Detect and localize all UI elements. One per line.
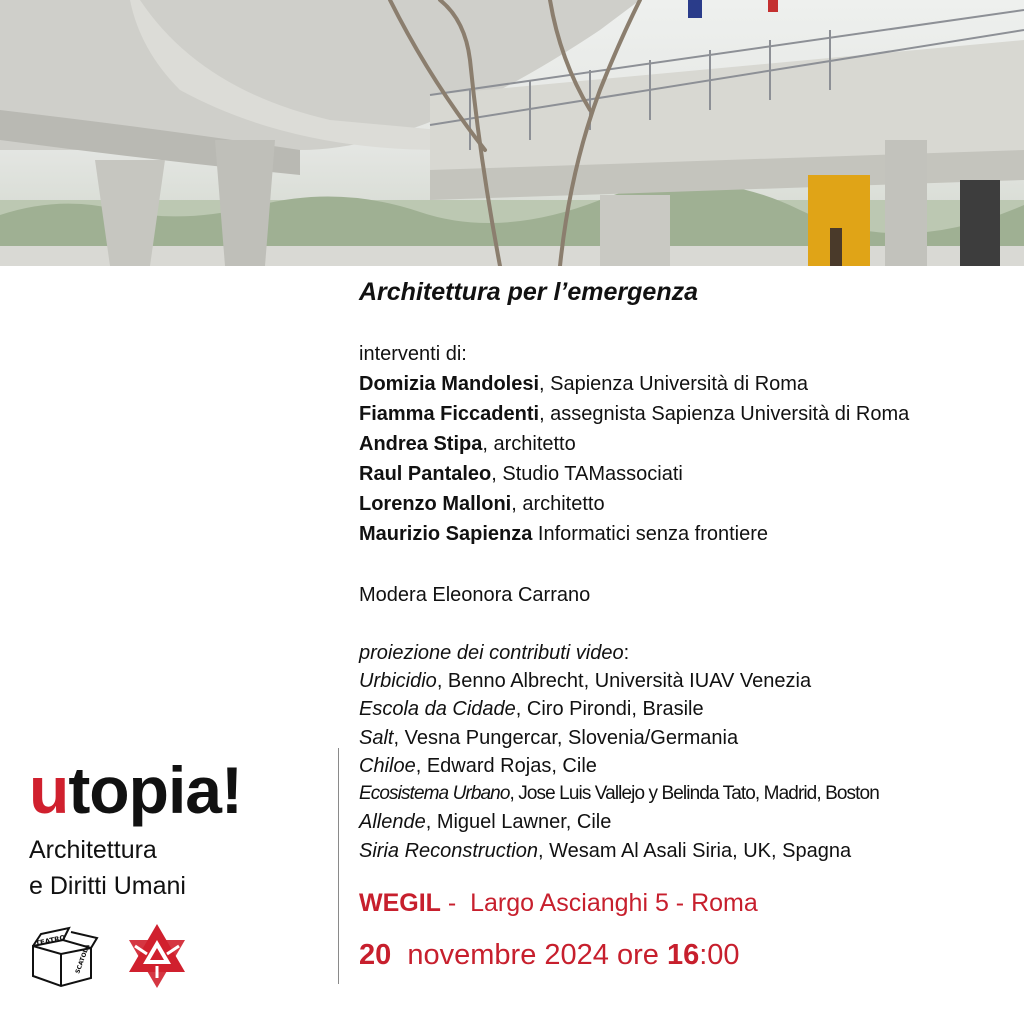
architecture-photo: [0, 0, 1024, 266]
video-title: Urbicidio: [359, 670, 437, 692]
speaker-line: [359, 519, 1009, 549]
utopia-rest: topia!: [68, 753, 242, 827]
video-title: Siria Reconstruction: [359, 839, 538, 862]
subtitle-line: Architettura: [29, 836, 157, 864]
speaker-line: [359, 489, 1009, 519]
speaker-name: Domizia Mandolesi: [359, 373, 540, 395]
speaker-affiliation: , architetto: [511, 493, 605, 515]
speaker-line: [359, 399, 1009, 429]
speaker-affiliation: , assegnista Sapienza Università di Roma: [539, 403, 910, 425]
partner-logos: [27, 920, 207, 990]
video-credit: , Wesam Al Asali Siria, UK, Spagna: [537, 839, 852, 862]
video-intro: [359, 639, 1009, 667]
date-hour: 16: [666, 939, 700, 972]
speakers-list: [359, 369, 1009, 549]
video-intro-colon: :: [623, 642, 630, 664]
speaker-name: Raul Pantaleo: [359, 463, 492, 485]
video-title: Escola da Cidade: [359, 698, 516, 721]
speaker-line: [359, 459, 1009, 489]
venue-separator: -: [440, 889, 471, 918]
video-line: [359, 695, 1009, 723]
vertical-divider: [338, 748, 339, 984]
box-logo-icon: [33, 928, 97, 986]
video-intro-text: proiezione dei contributi video: [359, 642, 624, 664]
videos-list: [359, 667, 1009, 865]
utopia-first-letter: u: [29, 753, 69, 827]
event-title: Architettura per l’emergenza: [359, 278, 698, 306]
video-title: Ecosistema Urbano: [359, 783, 510, 805]
moderator: Modera Eleonora Carrano: [359, 584, 591, 606]
event-details: [359, 274, 1009, 975]
video-line: [359, 780, 1009, 808]
video-credit: , Ciro Pirondi, Brasile: [515, 698, 704, 721]
video-title: Salt: [359, 726, 394, 749]
header-photo: [0, 0, 1024, 266]
video-credit: , Edward Rojas, Cile: [415, 754, 597, 777]
speaker-name: Fiamma Ficcadenti: [359, 403, 540, 425]
speaker-name: Maurizio Sapienza: [359, 523, 533, 545]
video-title: Chiloe: [359, 754, 416, 777]
speaker-line: [359, 369, 1009, 399]
red-triangle-logo-icon: [129, 924, 185, 988]
subtitle-line: e Diritti Umani: [29, 872, 186, 900]
speaker-name: Andrea Stipa: [359, 433, 483, 455]
video-credit: , Miguel Lawner, Cile: [425, 811, 612, 834]
video-line: [359, 808, 1009, 836]
date-month-year: novembre 2024 ore: [391, 939, 667, 972]
speakers-intro: interventi di:: [359, 343, 467, 365]
venue-name: WEGIL: [359, 889, 441, 918]
speaker-affiliation: , Studio TAMassociati: [491, 463, 683, 485]
venue: [359, 883, 1009, 923]
venue-address: Largo Ascianghi 5 - Roma: [470, 889, 758, 918]
video-credit: , Vesna Pungercar, Slovenia/Germania: [393, 726, 739, 749]
video-line: [359, 667, 1009, 695]
video-line: [359, 752, 1009, 780]
logo-text: SCATOLA: [74, 943, 92, 975]
utopia-title: [29, 752, 242, 828]
speaker-affiliation: , architetto: [482, 433, 576, 455]
branding: [29, 752, 242, 904]
brand-subtitle: [29, 832, 242, 904]
video-line: [359, 837, 1009, 865]
event-date: [359, 935, 1009, 975]
video-title: Allende: [359, 811, 426, 834]
video-credit: , Jose Luis Vallejo y Belinda Tato, Madrid, Boston: [509, 783, 879, 805]
speaker-line: [359, 429, 1009, 459]
speaker-affiliation: , Sapienza Università di Roma: [539, 373, 809, 395]
date-day: 20: [359, 939, 392, 972]
logo-text: TEATRO: [34, 933, 67, 948]
date-minutes: :00: [699, 939, 740, 972]
video-line: [359, 724, 1009, 752]
speaker-name: Lorenzo Malloni: [359, 493, 512, 515]
video-credit: , Benno Albrecht, Università IUAV Venezia: [436, 670, 812, 692]
speaker-affiliation: Informatici senza frontiere: [532, 523, 769, 545]
